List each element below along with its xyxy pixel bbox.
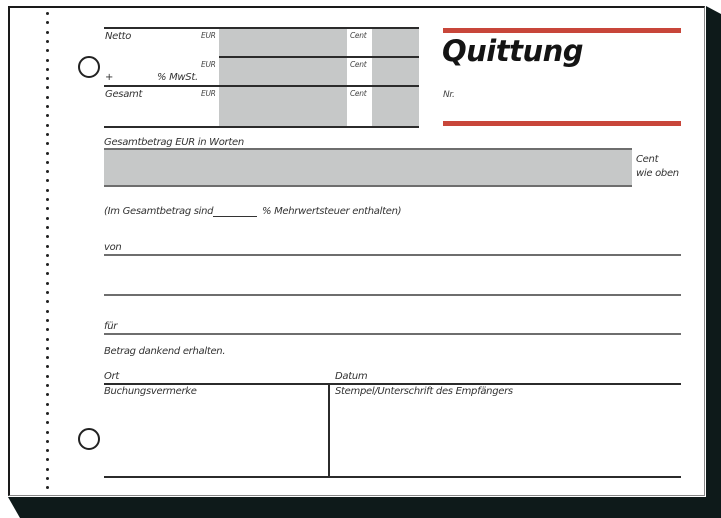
gesamt-label: Gesamt: [105, 89, 143, 100]
perforation-dot: [46, 412, 49, 415]
fuer-line[interactable]: [104, 333, 681, 335]
signature-divider: [328, 383, 330, 477]
perforation-dot: [46, 338, 49, 341]
amount-in-words-field[interactable]: [104, 149, 632, 186]
words-bottom-line: [104, 185, 632, 187]
eur-field-column[interactable]: [219, 29, 347, 127]
mwst-eur-label: EUR: [201, 60, 216, 69]
punch-hole-top: [78, 56, 100, 78]
perforation-dot: [46, 282, 49, 285]
words-top-line: [104, 148, 632, 150]
fuer-label: für: [104, 321, 118, 332]
perforation-dot: [46, 245, 49, 248]
frame-shadow-bottom: [8, 497, 721, 518]
ort-label: Ort: [104, 371, 120, 382]
perforation-dot: [46, 291, 49, 294]
thanks-text: Betrag dankend erhalten.: [104, 346, 226, 357]
number-field[interactable]: [460, 88, 680, 102]
perforation-dot: [46, 68, 49, 71]
vat-note-prefix: (Im Gesamtbetrag sind: [104, 206, 214, 217]
perforation-dot: [46, 31, 49, 34]
perforation-dot: [46, 124, 49, 127]
mwst-divider-line: [104, 85, 419, 87]
signature-field[interactable]: [331, 386, 681, 476]
perforation-dot: [46, 12, 49, 15]
gesamt-eur-label: EUR: [201, 89, 216, 98]
perforation-dot: [46, 217, 49, 220]
booking-notes-field[interactable]: [104, 386, 328, 476]
perforation-dot: [46, 152, 49, 155]
perforation-dot: [46, 161, 49, 164]
perforation-dot: [46, 40, 49, 43]
bottom-line: [104, 476, 681, 478]
perforation-dot: [46, 375, 49, 378]
perforation-dot: [46, 254, 49, 257]
netto-eur-label: EUR: [201, 31, 216, 40]
perforation-dot: [46, 440, 49, 443]
netto-cent-label: Cent: [350, 31, 367, 40]
mwst-cent-label: Cent: [350, 60, 367, 69]
perforation-dot: [46, 133, 49, 136]
perforation-dot: [46, 319, 49, 322]
von-line-2[interactable]: [104, 294, 681, 296]
perforation-dot: [46, 105, 49, 108]
perforation-dot: [46, 198, 49, 201]
perforation-dot: [46, 431, 49, 434]
vat-percent-field[interactable]: [213, 216, 257, 217]
perforation-dot: [46, 403, 49, 406]
frame-shadow-right: [706, 6, 721, 518]
table-bottom-line: [104, 126, 419, 128]
title-bottom-rule: [443, 121, 681, 126]
stempel-label: Stempel/Unterschrift des Empfängers: [335, 386, 513, 397]
perforation-dot: [46, 226, 49, 229]
datum-label: Datum: [335, 371, 368, 382]
perforation-dot: [46, 96, 49, 99]
perforation-dot: [46, 477, 49, 480]
perforation-dot: [46, 347, 49, 350]
netto-label: Netto: [105, 31, 132, 42]
perforation-dot: [46, 310, 49, 313]
perforation-dot: [46, 468, 49, 471]
ort-datum-line[interactable]: [104, 383, 681, 385]
gesamt-cent-label: Cent: [350, 89, 367, 98]
von-label: von: [104, 242, 122, 253]
plus-label: +: [105, 72, 114, 83]
punch-hole-bottom: [78, 428, 100, 450]
title-top-rule: [443, 28, 681, 33]
von-line[interactable]: [104, 254, 681, 256]
perforation-dot: [46, 189, 49, 192]
cent-field-column[interactable]: [372, 29, 419, 127]
number-label: Nr.: [443, 90, 455, 100]
table-top-line: [104, 27, 419, 29]
cent-note-line1: Cent: [636, 154, 659, 165]
perforation-dot: [46, 384, 49, 387]
mwst-label: % MwSt.: [157, 72, 198, 83]
netto-divider-line: [219, 56, 419, 58]
document-title: Quittung: [442, 34, 584, 68]
vat-note-suffix: % Mehrwertsteuer enthalten): [262, 206, 402, 217]
words-label: Gesamtbetrag EUR in Worten: [104, 137, 244, 148]
buchung-label: Buchungsvermerke: [104, 386, 197, 397]
perforation-dot: [46, 59, 49, 62]
cent-note-line2: wie oben: [636, 168, 679, 179]
